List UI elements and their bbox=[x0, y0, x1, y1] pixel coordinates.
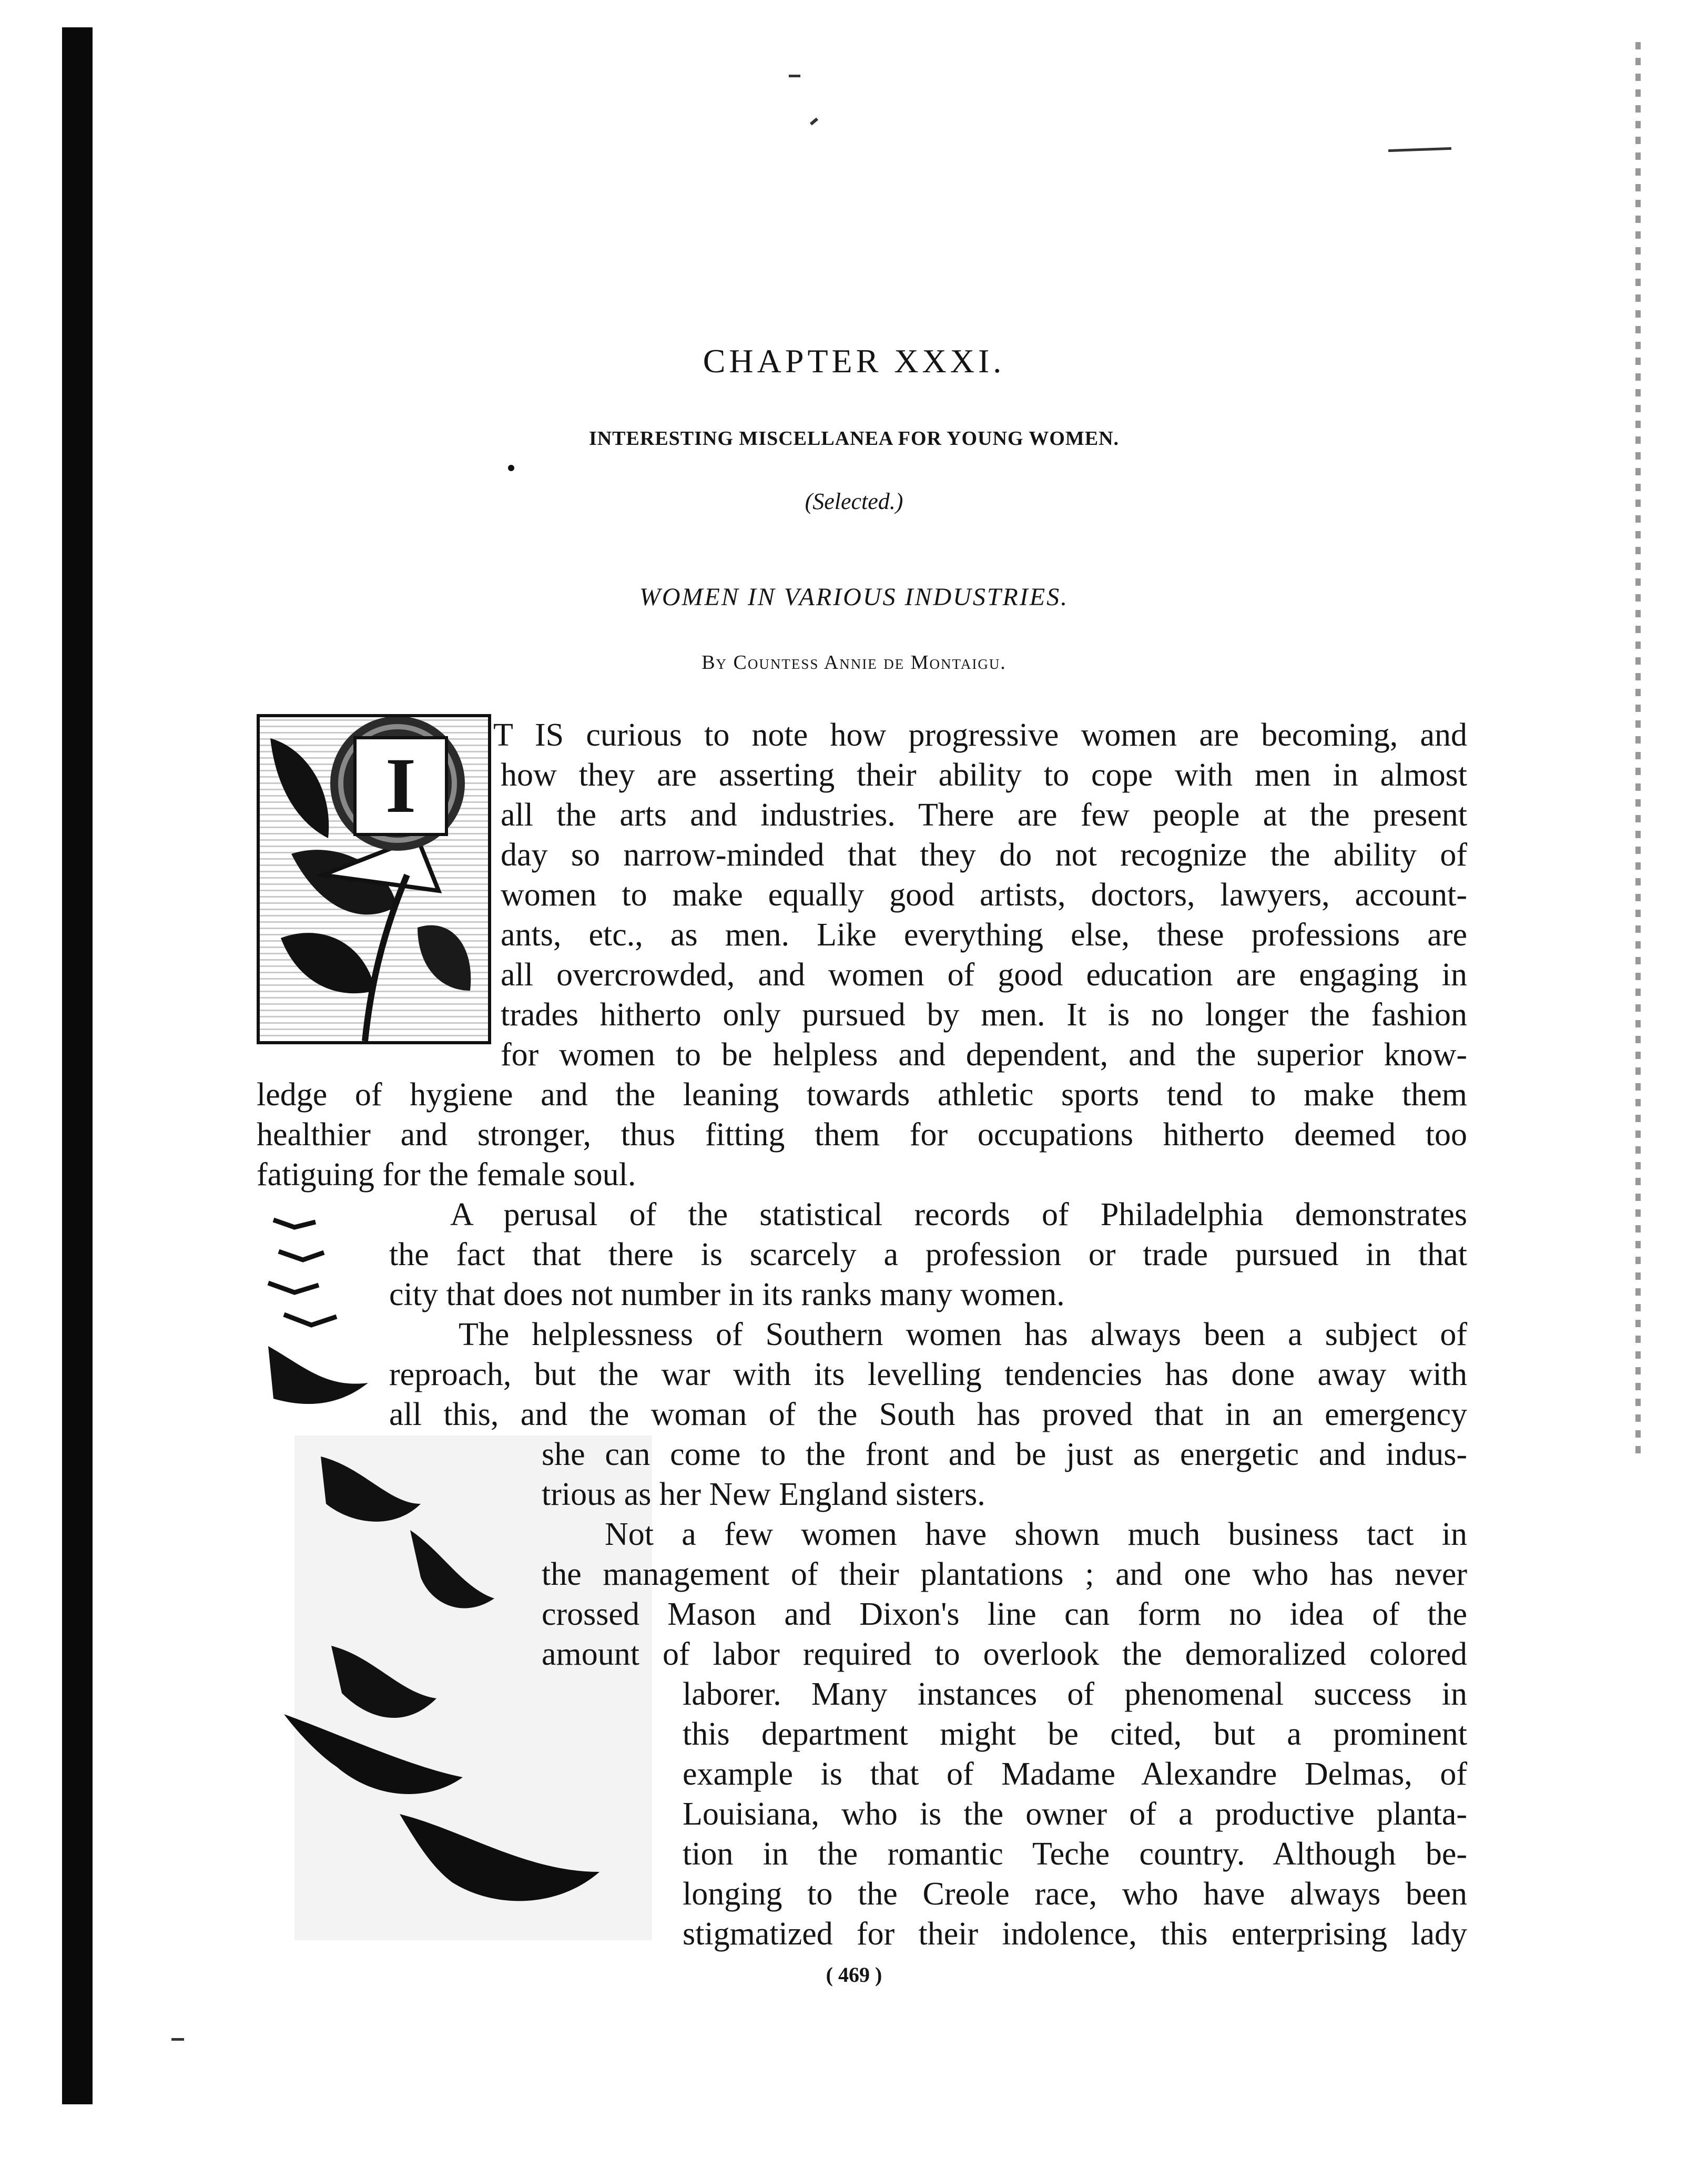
body-text-line: longing to the Creole race, who have always been bbox=[683, 1876, 1467, 1912]
body-text-line: how they are asserting their ability to cope with men in almost bbox=[501, 757, 1467, 793]
body-text-line: fatiguing for the female soul. bbox=[257, 1157, 636, 1193]
body-text-line: day so narrow-minded that they do not recognize the ability of bbox=[501, 837, 1467, 873]
book-spine-shadow bbox=[62, 27, 93, 2104]
drop-cap-illustration bbox=[257, 714, 491, 1044]
page-number: ( 469 ) bbox=[826, 1963, 882, 1987]
article-title: WOMEN IN VARIOUS INDUSTRIES. bbox=[639, 583, 1069, 611]
body-text-line: this department might be cited, but a prominent bbox=[683, 1716, 1467, 1752]
body-text-line: for women to be helpless and dependent, and the superior know- bbox=[501, 1037, 1467, 1073]
page-edge-shadow bbox=[1635, 42, 1641, 1462]
body-text-line: ledge of hygiene and the leaning towards athletic sports tend to make them bbox=[257, 1077, 1467, 1113]
body-text-line: all overcrowded, and women of good education are engaging in bbox=[501, 957, 1467, 993]
body-text-line: trious as her New England sisters. bbox=[542, 1476, 985, 1512]
body-text-line: city that does not number in its ranks many women. bbox=[389, 1277, 1065, 1312]
body-text-line: reproach, but the war with its levelling tendencies has done away with bbox=[389, 1357, 1467, 1392]
body-text-line: she can come to the front and be just as energetic and indus- bbox=[542, 1437, 1467, 1472]
body-text-line: Louisiana, who is the owner of a productive planta- bbox=[683, 1796, 1467, 1832]
body-text-line: trades hitherto only pursued by men. It is no longer the fashion bbox=[501, 997, 1467, 1033]
body-text-line: the fact that there is scarcely a profession or trade pursued in that bbox=[389, 1237, 1467, 1272]
body-text-line: the management of their plantations ; and one who has never bbox=[542, 1556, 1467, 1592]
article-byline: By Countess Annie de Montaigu. bbox=[702, 651, 1006, 674]
selected-note: (Selected.) bbox=[805, 488, 903, 514]
chapter-subtitle: INTERESTING MISCELLANEA FOR YOUNG WOMEN. bbox=[588, 427, 1120, 450]
scan-speck bbox=[810, 118, 818, 126]
body-text-line: women to make equally good artists, doctors, lawyers, account- bbox=[501, 877, 1467, 913]
body-text-line: stigmatized for their indolence, this enterprising lady bbox=[683, 1916, 1467, 1952]
scan-speck bbox=[789, 75, 800, 77]
body-text-line: Not a few women have shown much business tact in bbox=[605, 1516, 1467, 1552]
body-text-line: laborer. Many instances of phenomenal success in bbox=[683, 1676, 1467, 1712]
body-text-line: all this, and the woman of the South has proved that in an emergency bbox=[389, 1397, 1467, 1432]
body-text-line: all the arts and industries. There are few people at the present bbox=[501, 797, 1467, 833]
body-text-line: example is that of Madame Alexandre Delmas, of bbox=[683, 1756, 1467, 1792]
scan-speck bbox=[171, 2038, 184, 2041]
body-text-line: tion in the romantic Teche country. Although be- bbox=[683, 1836, 1467, 1872]
body-text-line: amount of labor required to overlook the demoralized colored bbox=[542, 1636, 1467, 1672]
scan-speck bbox=[1388, 147, 1451, 152]
body-text-line: A perusal of the statistical records of Philadelphia demonstrates bbox=[450, 1197, 1467, 1233]
body-text-line: ants, etc., as men. Like everything else, these professions are bbox=[501, 917, 1467, 953]
scan-speck bbox=[508, 465, 514, 471]
drop-cap-letter: I bbox=[353, 736, 448, 836]
body-text-line: healthier and stronger, thus fitting them for occupations hitherto deemed too bbox=[257, 1117, 1467, 1153]
chapter-heading: CHAPTER XXXI. bbox=[703, 342, 1005, 380]
body-text-line: T IS curious to note how progressive women are becoming, and bbox=[493, 717, 1467, 753]
body-text-line: crossed Mason and Dixon's line can form no idea of the bbox=[542, 1596, 1467, 1632]
body-text-line: The helplessness of Southern women has always been a subject of bbox=[459, 1317, 1467, 1352]
